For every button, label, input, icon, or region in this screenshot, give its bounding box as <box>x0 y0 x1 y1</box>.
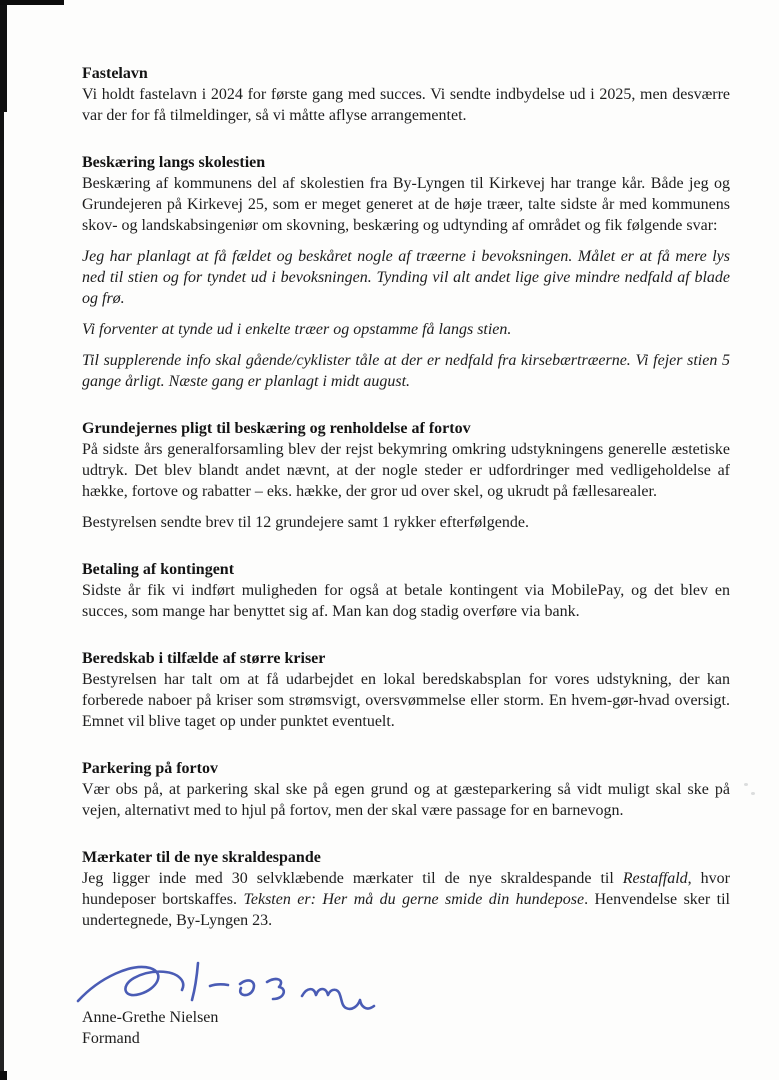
text-run: Sidste år fik vi indført muligheden for også at betale kontingent via MobilePay, og det blev en succes, som mange har benyttet sig af. Man kan dog stadig overføre via bank. <box>82 582 730 620</box>
signature-title: Formand <box>82 1030 140 1047</box>
text-run: Vi holdt fastelavn i 2024 for første gang med succes. Vi sendte indbydelse ud i 2025, men desværre var der for få tilmeldinger, så vi måtte aflyse arrangementet. <box>82 86 730 124</box>
text-run: Jeg ligger inde med 30 selvklæbende mærkater til de nye skraldespande til <box>82 870 623 887</box>
sections <box>82 63 730 931</box>
document-section <box>82 152 730 392</box>
text-run: , hvor hundeposer bortskaffes. <box>82 870 731 908</box>
text-run: Bestyrelsen har talt om at få udarbejdet en lokal beredskabsplan for vores udstykning, der kan forberede naboer på kriser som strømsvigt, oversvømmelse eller storm. En hvem-gør-hvad oversigt. Emnet vil blive taget op under punktet eventuelt. <box>82 671 730 730</box>
section-heading: Beredskab i tilfælde af større kriser <box>82 650 326 667</box>
document-section <box>82 63 730 126</box>
section-heading: Parkering på fortov <box>82 760 218 777</box>
paragraph <box>82 84 730 126</box>
document-body <box>82 63 730 1049</box>
paragraph <box>82 319 730 340</box>
paragraph <box>82 173 730 236</box>
scan-edge-top-strip <box>0 0 64 5</box>
paragraph <box>82 439 730 502</box>
section-heading: Mærkater til de nye skraldespande <box>82 849 321 866</box>
document-section <box>82 847 730 931</box>
paragraph <box>82 669 730 732</box>
section-heading: Fastelavn <box>82 65 148 82</box>
paragraph <box>82 350 730 392</box>
document-section <box>82 418 730 533</box>
paragraph <box>82 246 730 309</box>
signature-block <box>82 957 730 1049</box>
text-run: Vær obs på, at parkering skal ske på egen grund og at gæsteparkering så vidt muligt skal ske på vejen, alternativt med to hjul på fortov, men der skal være passage for en barnevogn. <box>82 781 730 819</box>
text-run: Bestyrelsen sendte brev til 12 grundejere samt 1 rykker efterfølgende. <box>82 514 529 531</box>
document-section <box>82 559 730 622</box>
paragraph <box>82 779 730 821</box>
italic-text-run: Vi forventer at tynde ud i enkelte træer og opstamme få langs stien. <box>82 321 512 338</box>
italic-text-run: Restaffald <box>622 870 688 887</box>
scan-artifact-dot <box>751 792 755 795</box>
paragraph <box>82 512 730 533</box>
text-run: . Henvendelse sker til undertegnede, By-Lyngen 23. <box>82 891 730 929</box>
paragraph <box>82 868 730 931</box>
text-run: Beskæring af kommunens del af skolestien fra By-Lyngen til Kirkevej har trange kår. Både jeg og Grundejeren på Kirkevej 25, som er meget generet at de høje træer, talte sidste år med kommunens skov- og landskabsingeniør om skovning, beskæring og udtynding af området og fik følgende svar: <box>82 175 730 234</box>
italic-text-run: Teksten er: Her må du gerne smide din hundepose <box>243 891 585 908</box>
signature-name: Anne-Grethe Nielsen <box>82 1009 219 1026</box>
document-section <box>82 758 730 821</box>
italic-text-run: Jeg har planlagt at få fældet og beskåret nogle af træerne i bevoksningen. Målet er at få mere lys ned til stien og for tyndet ud i bevoksningen. Tynding vil alt andet lige give mindre nedfald af blade og frø. <box>82 248 730 307</box>
scan-artifact-dot <box>744 783 748 786</box>
section-heading: Beskæring langs skolestien <box>82 154 266 171</box>
section-heading: Betaling af kontingent <box>82 561 235 578</box>
italic-text-run: Til supplerende info skal gående/cyklister tåle at der er nedfald fra kirsebærtræerne. Vi fejer stien 5 gange årligt. Næste gang er planlagt i midt august. <box>82 352 730 390</box>
scan-edge-bottom-mark <box>0 1071 7 1080</box>
scan-edge-left-top-bar <box>0 0 7 112</box>
text-run: På sidste års generalforsamling blev der rejst bekymring omkring udstykningens generelle æstetiske udtryk. Det blev blandt andet nævnt, at der nogle steder er udfordringer med vedligeholdelse af hække, fortove og rabatter – eks. hække, der gror ud over skel, og ukrudt på fællesarealer. <box>82 441 730 500</box>
scan-edge-left-bar <box>0 0 4 1080</box>
document-section <box>82 648 730 732</box>
paragraph <box>82 580 730 622</box>
section-heading: Grundejernes pligt til beskæring og renholdelse af fortov <box>82 420 471 437</box>
